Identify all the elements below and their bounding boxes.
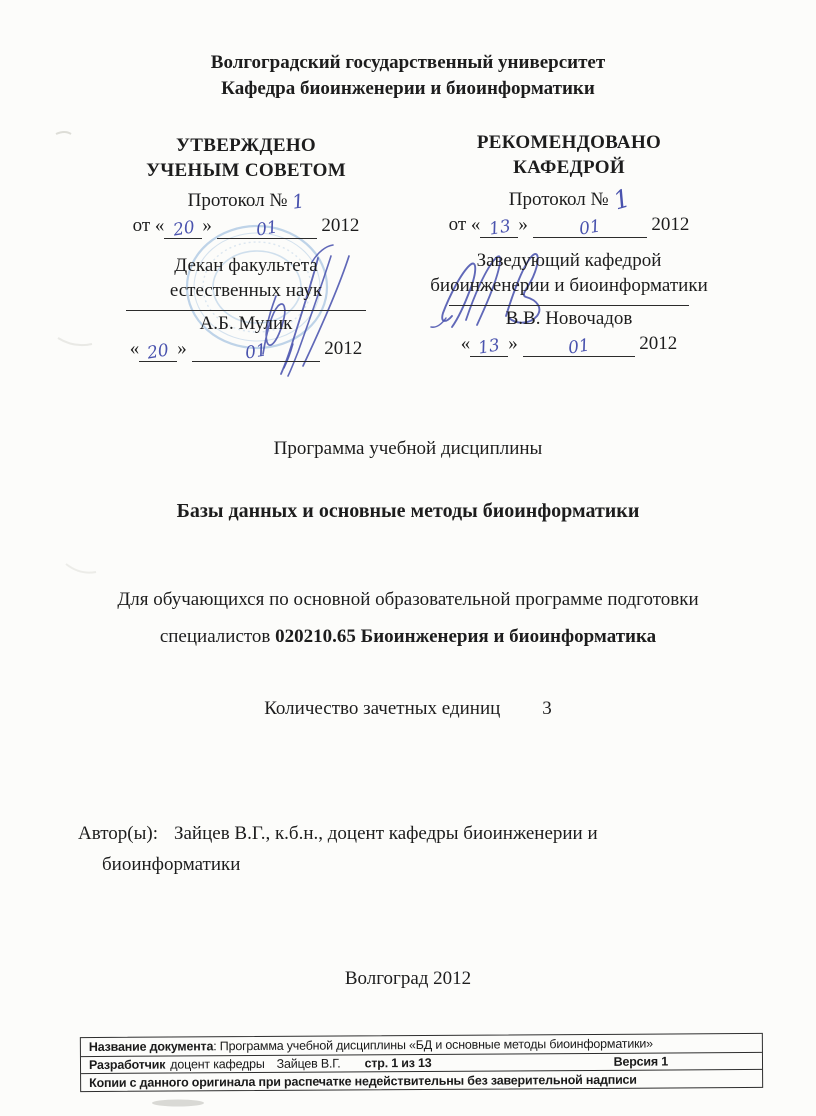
- document-type: Программа учебной дисциплины: [273, 438, 543, 459]
- month-handwritten: 01: [243, 340, 268, 364]
- credits-line: [0, 698, 816, 720]
- signatory-name: В.В. Новочадов: [505, 308, 633, 329]
- approval-block-department: [416, 130, 722, 357]
- day-handwritten: 13: [477, 335, 502, 359]
- recommended-title: РЕКОМЕНДОВАНО: [476, 132, 662, 153]
- developer-name: Зайцев В.Г.: [276, 1056, 341, 1071]
- signature-line: [449, 305, 689, 306]
- document-header: [0, 50, 816, 102]
- signature-date-line: « 20 » 01 2012: [129, 338, 363, 364]
- month-handwritten: 01: [254, 217, 280, 241]
- university-name: Волгоградский государственный университет: [210, 52, 606, 73]
- protocol-number-handwritten: 1: [610, 183, 634, 216]
- day-blank: [470, 336, 508, 357]
- credits-value: 3: [542, 698, 552, 719]
- signature-date-line: « 13 » 01 2012: [460, 333, 678, 359]
- document-title: Базы данных и основные методы биоинформатики: [176, 500, 640, 522]
- page-indicator: стр. 1 из 13: [364, 1055, 432, 1071]
- recommended-by: КАФЕДРОЙ: [513, 157, 625, 178]
- audience-line-2: специалистов 020210.65 Биоинженерия и биоинформатика: [159, 626, 657, 647]
- authors-label: Автор(ы):: [78, 823, 158, 844]
- audience-statement: [0, 581, 816, 655]
- approved-title: УТВЕРЖДЕНО: [176, 135, 316, 156]
- approval-block-council: [93, 133, 399, 362]
- authors-block: [78, 818, 698, 880]
- day-blank: [480, 217, 518, 238]
- approved-by: УЧЕНЫМ СОВЕТОМ: [146, 160, 346, 181]
- developer-role: доцент кафедры: [170, 1056, 265, 1072]
- authors-line-1: Автор(ы): Зайцев В.Г., к.б.н., доцент кафедры биоинженерии и: [78, 823, 598, 844]
- copy-disclaimer: Копии с данного оригинала при распечатке недействительны без заверительной надписи: [89, 1072, 637, 1090]
- signatory-role: Заведующий кафедрой: [476, 250, 662, 271]
- specialty-code: 020210.65 Биоинженерия и биоинформатика: [275, 626, 657, 647]
- doc-name-label: Название документа: [88, 1039, 214, 1055]
- month-handwritten: 01: [566, 335, 591, 359]
- month-handwritten: 01: [577, 216, 603, 240]
- city-year: Волгоград 2012: [344, 968, 472, 989]
- document-registry-table: [80, 1033, 763, 1092]
- protocol-line: Протокол № 1: [187, 190, 307, 214]
- authors-line-2: биоинформатики: [102, 854, 241, 875]
- signature-line: [126, 310, 366, 311]
- credits-label: Количество зачетных единиц: [264, 698, 501, 719]
- signatory-role-2: биоинженерии и биоинформатики: [430, 275, 708, 296]
- day-handwritten: 13: [487, 216, 512, 240]
- signatory-role: Декан факультета: [174, 255, 318, 276]
- doc-name-value: : Программа учебной дисциплины «БД и основные методы биоинформатики»: [213, 1036, 653, 1054]
- day-blank: [139, 341, 177, 362]
- month-blank: [533, 217, 647, 238]
- department-name: Кафедра биоинженерии и биоинформатики: [221, 78, 595, 99]
- day-blank: [164, 218, 202, 239]
- day-handwritten: 20: [171, 217, 196, 241]
- protocol-line: Протокол № 1: [508, 183, 634, 216]
- protocol-date-line: от « 13 » 01 2012: [448, 214, 690, 240]
- month-blank: [217, 218, 317, 239]
- audience-line-1: Для обучающихся по основной образовательной программе подготовки: [117, 589, 699, 610]
- table-row: [81, 1069, 762, 1091]
- protocol-date-line: от « 20 » 01 2012: [132, 215, 360, 241]
- developer-label: Разработчик: [88, 1057, 166, 1073]
- signatory-name: А.Б. Мулик: [199, 313, 293, 334]
- month-blank: [192, 341, 320, 362]
- version-label: Версия 1: [613, 1054, 669, 1069]
- month-blank: [523, 336, 635, 357]
- protocol-number-handwritten: 1: [291, 190, 307, 214]
- day-handwritten: 20: [146, 340, 171, 364]
- signatory-role-2: естественных наук: [169, 280, 323, 301]
